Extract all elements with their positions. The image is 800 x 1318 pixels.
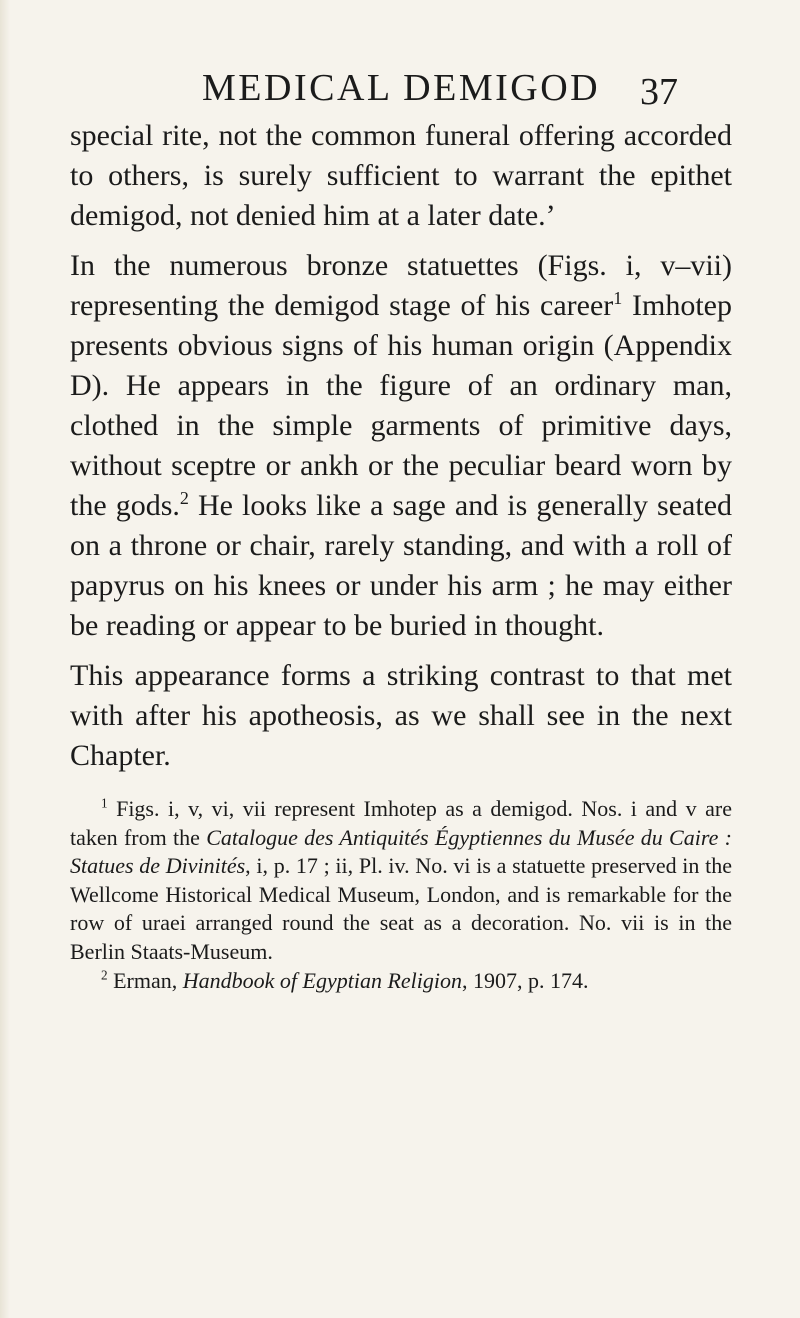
footnote-text: Erman, bbox=[107, 967, 183, 993]
footnote-citation-title: Handbook of Egyptian Religion bbox=[182, 967, 462, 993]
paragraph-contrast: This appearance forms a striking contrast to that met with after his apotheosis, as we shall see in the next Chapter. bbox=[70, 659, 732, 772]
footnote-marker: 1 bbox=[101, 795, 108, 811]
footnote-1 bbox=[70, 795, 732, 967]
footnote-citation-title: Catalogue des Antiquités Égyptiennes du Musée du Caire : Statues de Divinités bbox=[70, 824, 732, 879]
paragraph-text: He looks like a sage and is generally seated on a throne or chair, rarely standing, and with a roll of papyrus on his knees or under his arm ; he may either be reading or appear to be buried in thought. bbox=[70, 489, 733, 642]
running-head: MEDICAL DEMIGOD bbox=[202, 67, 601, 109]
paragraph-text: Imhotep presents obvious signs of his human origin (Appendix D). He appears in the figure of an ordinary man, clothed in the simple garments of primitive days, without sceptre or ankh or the peculiar beard worn by the gods. bbox=[70, 289, 732, 522]
page-header bbox=[0, 66, 800, 116]
footnote-text: , i, p. 17 ; ii, Pl. iv. No. vi is a statuette preserved in the Wellcome Historical Medical Museum, London, and is remarkable for the row of uraei arranged round the seat as a decoration. No. vii is in the Berlin Staats-Museum. bbox=[70, 853, 732, 964]
paragraph-statuettes bbox=[70, 246, 732, 646]
footnote-ref-1[interactable]: 1 bbox=[613, 288, 623, 308]
footnotes bbox=[70, 795, 732, 995]
main-text bbox=[70, 116, 732, 776]
footnote-ref-2[interactable]: 2 bbox=[179, 488, 189, 508]
footnote-marker: 2 bbox=[101, 967, 108, 983]
paragraph-text: In the numerous bronze statuettes (Figs. i, v–vii) representing the demigod stage of his career bbox=[70, 249, 732, 322]
page-number: 37 bbox=[640, 71, 678, 113]
footnote-2 bbox=[70, 967, 732, 996]
footnote-text: , 1907, p. 174. bbox=[461, 967, 589, 993]
footnote-text: Figs. i, v, vi, vii represent Imhotep as a demigod. Nos. i and v are taken from the bbox=[70, 796, 732, 850]
paragraph-continued: special rite, not the common funeral offering accorded to others, is surely sufficient to warrant the epithet demigod, not denied him at a later date.’ bbox=[70, 119, 732, 232]
page-edge-shadow bbox=[0, 0, 10, 1318]
